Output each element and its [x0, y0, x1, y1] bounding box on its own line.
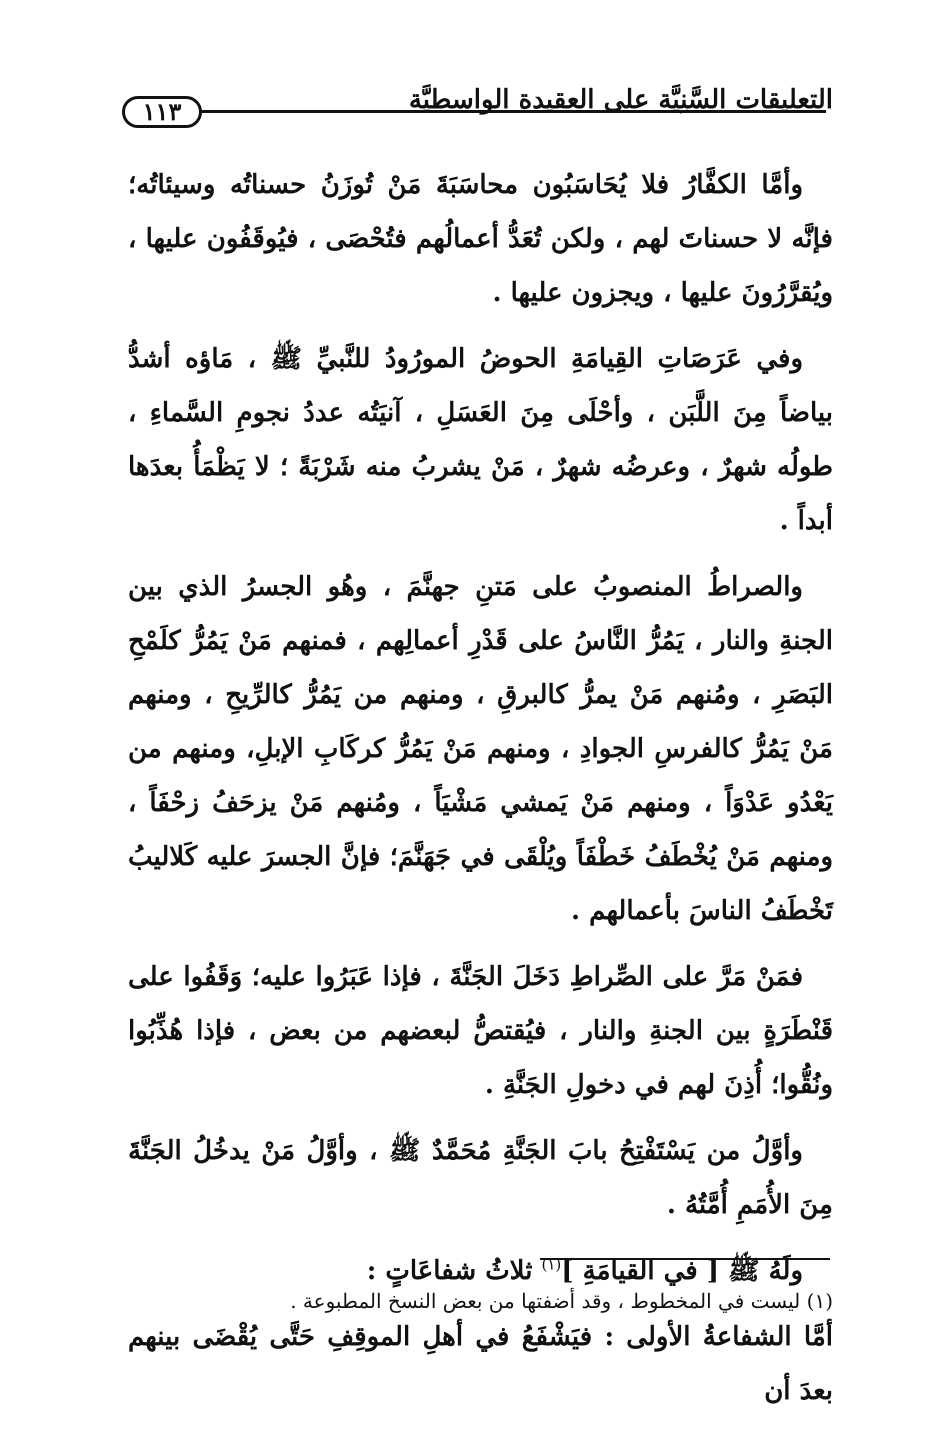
footnote-reference[interactable]: (١) [541, 1255, 562, 1274]
page-number: ١١٣ [122, 96, 202, 128]
main-text [128, 158, 833, 1430]
paragraph-the-bridge: والصراطُ المنصوبُ على مَتنِ جهنَّمَ ، وهُو الجسرُ الذي بين الجنةِ والنار ، يَمُرُّ النَّاسُ على قَدْرِ أعمالِهم ، فمنهم مَنْ يَمُرُّ كلَمْحِ البَصَرِ ، ومُنهم مَنْ يمرُّ كالبرقِ ، ومنهم من يَمُرُّ كالرِّيحِ ، ومنهم مَنْ يَمُرُّ كالفرسِ الجوادِ ، ومنهم مَنْ يَمُرُّ كركَابِ الإبلِ، ومنهم من يَعْدُو عَدْوَاً ، ومنهم مَنْ يَمشي مَشْيَاً ، ومُنهم مَنْ يزحَفُ زحْفَاً ، ومنهم مَنْ يُخْطَفُ خَطْفَاً ويُلْقَى في جَهَنَّمَ؛ فإنَّ الجسرَ عليه كَلاليبُ تَخْطَفُ الناسَ بأعمالهم . [128, 572, 833, 926]
footnote-text: ليست في المخطوط ، وقد أضفتها من بعض النسخ المطبوعة . [290, 1289, 801, 1313]
running-title: التعليقات السَّنِيَّة على العقيدة الواسطيَّة [408, 85, 833, 115]
footnote [290, 1284, 833, 1318]
paragraph-first-intercession: أمَّا الشفاعةُ الأولى : فيَشْفَعُ في أهلِ الموقِفِ حَتَّى يُقْضَى بينهم بعدَ أن [128, 1322, 833, 1406]
paragraph-first-to-enter: وأوَّلُ من يَسْتَفْتِحُ بابَ الجَنَّةِ مُحَمَّدٌ ﷺ ، وأوَّلُ مَنْ يدخُلُ الجَنَّةَ مِنَ الأُمَمِ أُمَّتُهُ . [128, 1136, 833, 1220]
paragraph-crossing-bridge: فمَنْ مَرَّ على الصِّراطِ دَخَلَ الجَنَّةَ ، فإذا عَبَرُوا عليه؛ وَقَفُوا على قَنْطَرَةٍ بين الجنةِ والنار ، فيُقتصُّ لبعضهم من بعض ، فإذا هُذِّبُوا ونُقُّوا؛ أُذِنَ لهم في دخولِ الجَنَّةِ . [128, 962, 833, 1100]
paragraph-disbelievers-reckoning: وأمَّا الكفَّارُ فلا يُحَاسَبُون محاسَبَةَ مَنْ تُوزَنُ حسناتُه وسيئاتُه؛ فإنَّه لا حسناتَ لهم ، ولكن تُعَدُّ أعمالُهم فتُحْصَى ، فيُوقَفُون عليها ، ويُقرَّرُونَ عليها ، ويجزون عليها . [128, 170, 833, 308]
intercession-text-start: ولَهُ ﷺ [ في القيامَةِ ] [561, 1256, 803, 1286]
header-rule [178, 110, 826, 113]
footnote-number: (١) [806, 1289, 833, 1313]
footnote-rule [540, 1258, 830, 1260]
intercession-text-end: ثلاثُ شفاعَاتٍ : [366, 1256, 542, 1286]
paragraph-the-pond: وفي عَرَصَاتِ القِيامَةِ الحوضُ المورُودُ للنَّبيِّ ﷺ ، مَاؤه أشدُّ بياضاً مِنَ اللَّبَن ، وأحْلَى مِنَ العَسَلِ ، آنيَتُه عددُ نجومِ السَّماءِ ، طولُه شهرٌ ، وعرضُه شهرٌ ، مَنْ يشربُ منه شَرْبَةً ؛ لا يَظْمَأُ بعدَها أبداً . [128, 344, 833, 536]
